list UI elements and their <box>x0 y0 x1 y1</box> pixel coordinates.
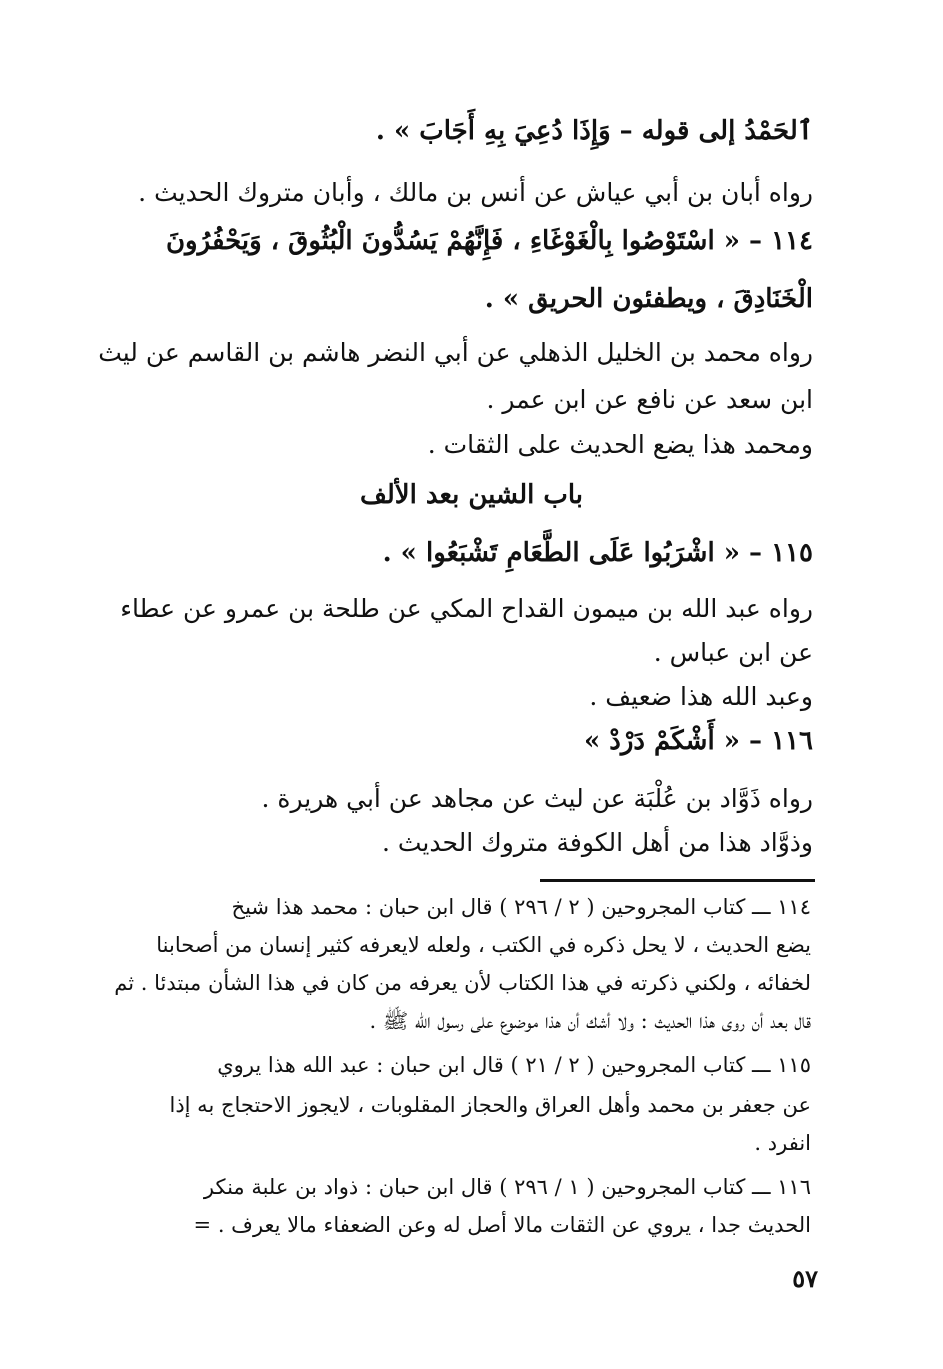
text-line: رواه عبد الله بن ميمون القداح المكي عن طلحة بن عمرو عن عطاء <box>120 594 813 623</box>
hadith-115: ١١٥ – « اشْرَبُوا عَلَى الطَّعَامِ تَشْبَعُوا » . <box>382 538 813 568</box>
footnote-line: الحديث جدا ، يروي عن الثقات مالا أصل له وعن الضعفاء مالا يعرف . = <box>193 1213 811 1237</box>
hadith-116: ١١٦ – « أَشْكَمْ دَرْدْ » <box>583 726 813 756</box>
hadith-114: ١١٤ – « اسْتَوْصُوا بِالْغَوْغَاءِ ، فَإِنَّهُمْ يَسُدُّونَ الْبُثُوقَ ، وَيَحْفُرُونَ <box>165 226 813 256</box>
footnote-divider <box>540 879 815 882</box>
text-line: رواه ذَوَّاد بن عُلْبَة عن ليث عن مجاهد عن أبي هريرة . <box>261 784 813 813</box>
footnote-line: قال بعد أن روى هذا الحديث : ولا أشك أن هذا موضوع على رسول الله ﷺ . <box>369 1009 811 1033</box>
footnote-line: لخفائه ، ولكني ذكرته في هذا الكتاب لأن يعرفه من كان في هذا الشأن مبتدئا . ثم <box>114 971 811 995</box>
text-line: رواه أبان بن أبي عياش عن أنس بن مالك ، وأبان متروك الحديث . <box>138 178 813 207</box>
text-line: وذوَّاد هذا من أهل الكوفة متروك الحديث . <box>381 828 813 857</box>
section-heading: باب الشين بعد الألف <box>359 480 584 510</box>
text-line: ابن سعد عن نافع عن ابن عمر . <box>486 385 813 414</box>
footnote-line: انفرد . <box>754 1131 811 1155</box>
text-line: عن ابن عباس . <box>653 638 813 667</box>
text-line: ومحمد هذا يضع الحديث على الثقات . <box>427 430 813 459</box>
text-line: وعبد الله هذا ضعيف . <box>589 682 813 711</box>
footnote-line: ١١٦ ـــ كتاب المجروحين ( ١ / ٢٩٦ ) قال ابن حبان : ذواد بن علبة منكر <box>203 1175 811 1199</box>
text-line: الْخَنَادِقَ ، ويطفئون الحريق » . <box>484 284 813 314</box>
page-number: ٥٧ <box>792 1264 818 1293</box>
footnote-line: يضع الحديث ، لا يحل ذكره في الكتب ، ولعله لايعرفه كثير إنسان من أصحابنا <box>156 933 811 957</box>
text-line: رواه محمد بن الخليل الذهلي عن أبي النضر هاشم بن القاسم عن ليث <box>98 338 813 367</box>
text-line: ٱلحَمْدُ إلى قوله – وَإِذَا دُعِيَ بِهِ أَجَابَ » . <box>375 116 813 146</box>
footnote-line: عن جعفر بن محمد وأهل العراق والحجاز المقلوبات ، لايجوز الاحتجاج به إذا <box>169 1093 811 1117</box>
footnote-line: ١١٥ ـــ كتاب المجروحين ( ٢ / ٢١ ) قال ابن حبان : عبد الله هذا يروي <box>217 1053 811 1077</box>
footnote-line: ١١٤ ـــ كتاب المجروحين ( ٢ / ٢٩٦ ) قال ابن حبان : محمد هذا شيخ <box>231 895 811 919</box>
